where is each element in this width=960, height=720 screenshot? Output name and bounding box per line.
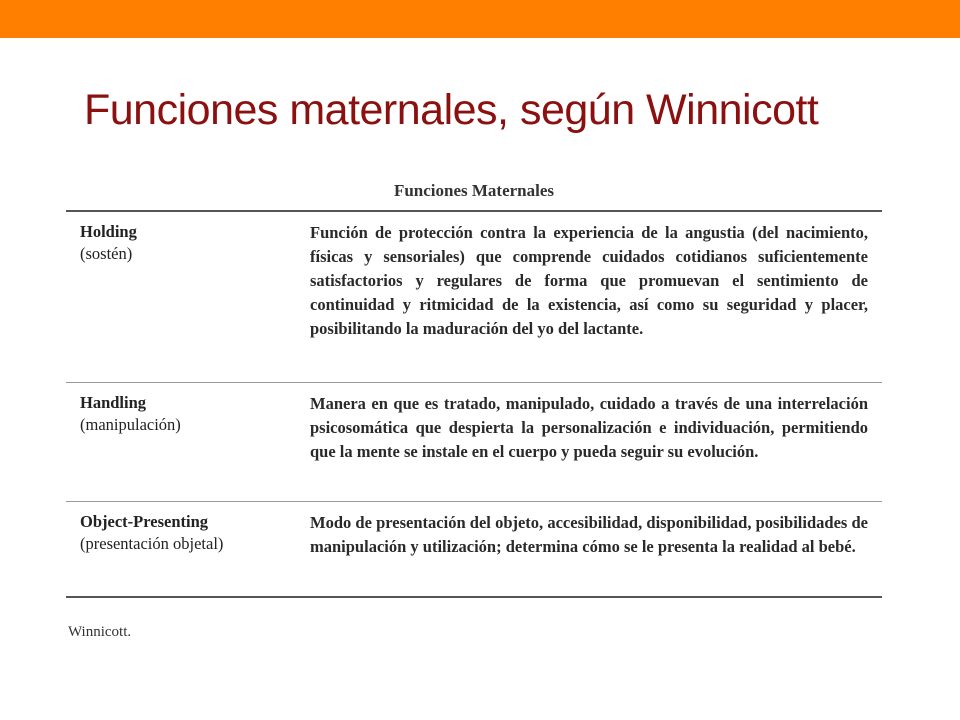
- table-row-holding: [66, 212, 882, 383]
- description-cell: Manera en que es tratado, manipulado, cuidado a través de una interrelación psicosomática que despierta la personalización e individuación, permitiendo que la mente se instale en el cuerpo y pueda seguir su evolución.: [310, 394, 868, 461]
- table-row-object-presenting: [66, 502, 882, 598]
- term-cell: [66, 212, 298, 382]
- slide-title: Funciones maternales, según Winnicott: [84, 86, 819, 134]
- term-name: Holding: [80, 222, 137, 241]
- table-caption: Funciones Maternales: [393, 181, 555, 200]
- table-row-handling: [66, 383, 882, 502]
- accent-bar: [0, 0, 960, 38]
- term-gloss: (presentación objetal): [80, 534, 224, 553]
- functions-table: [66, 180, 882, 598]
- description-cell: Modo de presentación del objeto, accesibilidad, disponibilidad, posibilidades de manipulación y utilización; determina cómo se le presenta la realidad al bebé.: [310, 513, 868, 556]
- term-name: Handling: [80, 393, 147, 412]
- term-name: Object-Presenting: [80, 512, 208, 531]
- description-cell: Función de protección contra la experiencia de la angustia (del nacimiento, físicas y sensoriales) que comprende cuidados cotidianos suficientemente satisfactorios y regulares de forma que promuevan el sentimiento de continuidad y ritmicidad de la existencia, así como su seguridad y placer, posibilitando la maduración del yo del lactante.: [310, 223, 868, 338]
- term-cell: [66, 383, 298, 501]
- term-cell: [66, 502, 298, 596]
- term-gloss: (manipulación): [80, 415, 181, 434]
- source-note: Winnicott.: [68, 624, 132, 640]
- term-gloss: (sostén): [80, 244, 133, 263]
